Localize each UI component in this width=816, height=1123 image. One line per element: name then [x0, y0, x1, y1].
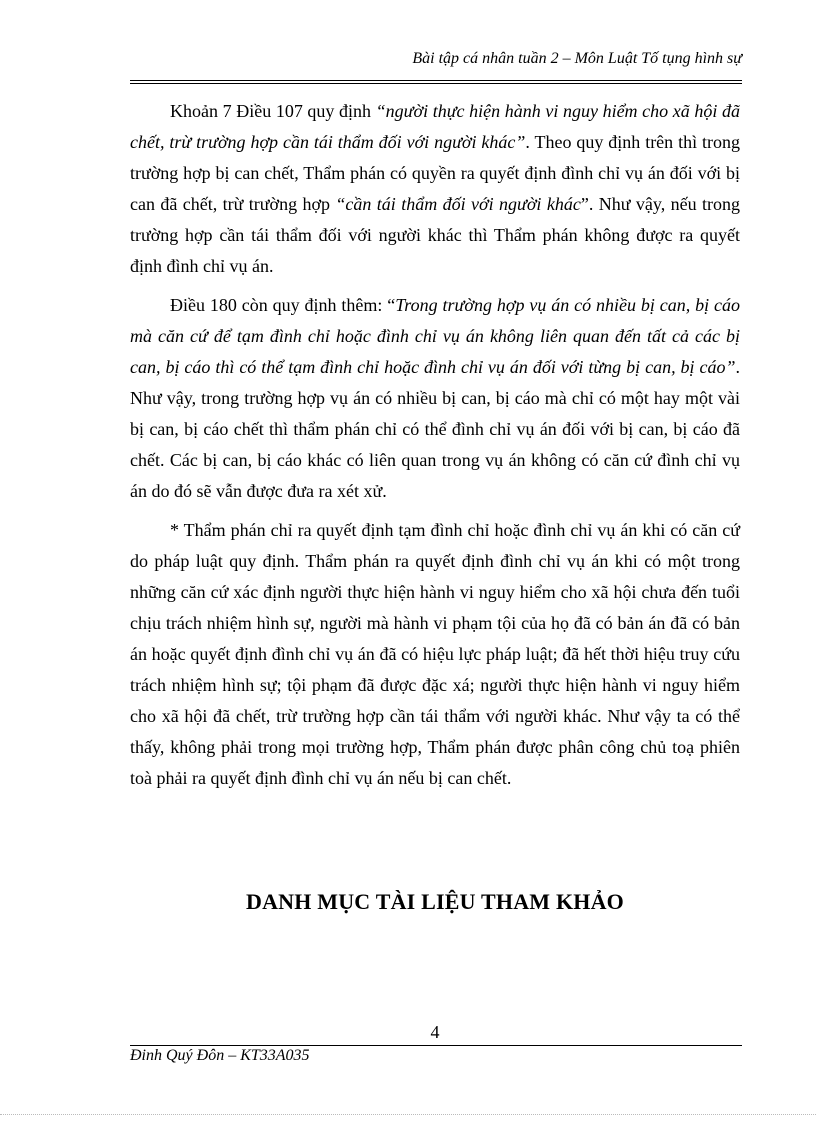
paragraph-article-180 [130, 290, 740, 507]
paragraph-conclusion: * Thẩm phán chỉ ra quyết định tạm đình chỉ hoặc đình chỉ vụ án khi có căn cứ do pháp luật quy định. Thẩm phán ra quyết định đình chỉ vụ án khi có một trong những căn cứ xác định người thực hiện hành vi nguy hiểm cho xã hội chưa đến tuổi chịu trách nhiệm hình sự, người mà hành vi phạm tội của họ đã có bản án đã có bản án hoặc quyết định đình chỉ vụ án đã có hiệu lực pháp luật; đã hết thời hiệu truy cứu trách nhiệm hình sự; tội phạm đã được đặc xá; người thực hiện hành vi nguy hiểm cho xã hội đã chết, trừ trường hợp cần tái thẩm với người khác. Như vậy ta có thể thấy, không phải trong mọi trường hợp, Thẩm phán được phân công chủ toạ phiên toà phải ra quyết định đình chỉ vụ án nếu bị can chết. [130, 520, 740, 788]
quotation: “cần tái thẩm đối với người khác [335, 194, 581, 214]
running-header: Bài tập cá nhân tuần 2 – Môn Luật Tố tụng hình sự [412, 50, 742, 67]
header-divider [130, 80, 742, 84]
paragraph-text: Khoản 7 Điều 107 quy định [170, 101, 376, 121]
quotation: Trong trường hợp vụ án có nhiều bị can, bị cáo mà căn cứ để tạm đình chỉ hoặc đình chỉ vụ án không liên quan đến tất cả các bị can, bị cáo thì có thể tạm đình chỉ hoặc đình chỉ vụ án đối với từng bị can, bị cáo” [130, 295, 740, 377]
references-heading: DANH MỤC TÀI LIỆU THAM KHẢO [245, 889, 624, 914]
paragraph-text: ”. Như vậy, nếu trong trường hợp cần tái thẩm đối với người khác thì Thẩm phán không được ra quyết định đình chỉ vụ án. [130, 194, 740, 276]
page-boundary [0, 1114, 816, 1115]
footer-author: Đinh Quý Đôn – KT33A035 [130, 1047, 310, 1064]
document-body [130, 96, 740, 802]
paragraph-article-107 [130, 96, 740, 282]
page-number: 4 [430, 1022, 440, 1042]
paragraph-text: . Như vậy, trong trường hợp vụ án có nhiều bị can, bị cáo mà chỉ có một hay một vài bị can, bị cáo chết thì thẩm phán chỉ có thể đình chỉ vụ án đối với bị can, bị cáo đã chết. Các bị can, bị cáo khác có liên quan trong vụ án không có căn cứ đình chỉ vụ án do đó sẽ vẫn được đưa ra xét xử. [130, 357, 740, 501]
footer-divider [130, 1045, 742, 1046]
paragraph-text: Điều 180 còn quy định thêm: “ [170, 295, 396, 315]
quotation: “người thực hiện hành vi nguy hiểm cho xã hội đã chết, trừ trường hợp cần tái thẩm đối với người khác” [130, 101, 740, 152]
paragraph-text: . Theo quy định trên thì trong trường hợp bị can chết, Thẩm phán có quyền ra quyết định đình chỉ vụ án đối với bị can đã chết, trừ trường hợp [130, 132, 740, 214]
